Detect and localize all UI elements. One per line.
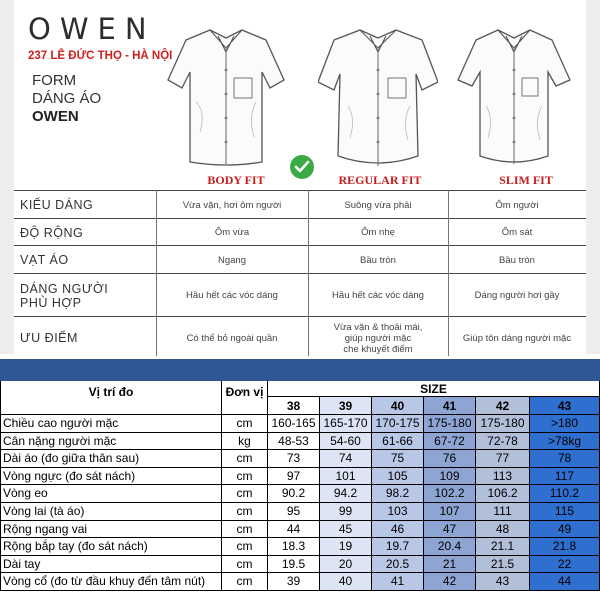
fit-table-cell-line: Hầu hết các vóc dáng (332, 290, 424, 301)
size-cell: 109 (424, 468, 476, 486)
size-cell: 103 (372, 503, 424, 521)
size-cell: 20.5 (372, 556, 424, 574)
fit-table-cell-line: Hầu hết các vóc dáng (186, 290, 278, 301)
size-row-unit: cm (222, 415, 268, 433)
fit-table-cell (448, 290, 586, 301)
size-column-header: 38 (268, 397, 320, 415)
fit-table-cell (156, 200, 308, 211)
size-cell: 54-60 (320, 433, 372, 451)
size-column-header: 41 (424, 397, 476, 415)
size-row-unit: cm (222, 503, 268, 521)
fit-table-row (14, 316, 586, 359)
fit-table-row (14, 273, 586, 317)
size-cell: 99 (320, 503, 372, 521)
size-cell: 76 (424, 450, 476, 468)
fit-table-cell (448, 255, 586, 266)
size-row-unit: cm (222, 485, 268, 503)
fit-table-cell-line: Ôm vừa (214, 227, 250, 238)
size-cell: 44 (268, 521, 320, 539)
size-row-name: Vòng eo (0, 485, 222, 503)
size-cell: 45 (320, 521, 372, 539)
fit-guide-card (14, 0, 586, 354)
size-cell: 97 (268, 468, 320, 486)
size-cell: 22 (530, 556, 600, 574)
fit-table-cell (308, 255, 448, 266)
size-cell: 47 (424, 521, 476, 539)
fit-table-label-line: PHÙ HỢP (20, 296, 82, 310)
size-column-header: 43 (530, 397, 600, 415)
size-row-name: Vòng ngực (đo sát nách) (0, 468, 222, 486)
fit-table-column-divider (308, 190, 309, 356)
fit-table-cell (156, 255, 308, 266)
fit-table-cell (156, 333, 308, 344)
fit-table-cell-line: Giúp tôn dáng người mặc (462, 333, 572, 344)
size-cell: 94.2 (320, 485, 372, 503)
fit-table-cell-line: Ôm người (495, 200, 539, 211)
size-row-name: Rộng bắp tay (đo sát nách) (0, 538, 222, 556)
fit-table-cell-line: Bầu tròn (499, 255, 535, 266)
size-row-unit: cm (222, 450, 268, 468)
size-cell: 102.2 (424, 485, 476, 503)
size-cell: 72-78 (476, 433, 530, 451)
fit-table-cell (448, 227, 586, 238)
fit-table-cell-line: Ôm sát (501, 227, 533, 238)
fit-table-cell (448, 333, 586, 344)
size-cell: 175-180 (476, 415, 530, 433)
fit-table-label-line: ƯU ĐIỂM (20, 331, 78, 345)
size-cell: 111 (476, 503, 530, 521)
size-cell: 20.4 (424, 538, 476, 556)
size-header-unit: Đơn vị (222, 381, 268, 415)
fit-label-slim: SLIM FIT (499, 173, 553, 187)
size-cell: 21.1 (476, 538, 530, 556)
size-cell: 41 (372, 573, 424, 591)
size-row-unit: cm (222, 521, 268, 539)
fit-table-cell-line: Có thể bỏ ngoài quần (186, 333, 278, 344)
slim-fit-shirt-illustration (454, 22, 574, 170)
size-row-name: Dài tay (0, 556, 222, 574)
size-cell: >78kg (530, 433, 600, 451)
size-cell: 75 (372, 450, 424, 468)
size-cell: 117 (530, 468, 600, 486)
fit-table-cell-line: Vừa vặn, hơi ôm người (182, 200, 282, 211)
fit-table-cell-line: Ngang (218, 255, 246, 266)
size-cell: 19.5 (268, 556, 320, 574)
size-cell: 170-175 (372, 415, 424, 433)
size-cell: 42 (424, 573, 476, 591)
size-row-name: Vòng cổ (đo từ đầu khuy đến tâm nút) (0, 573, 222, 591)
form-title-line-1: FORM (32, 72, 77, 89)
size-row-name: Dài áo (đo giữa thân sau) (0, 450, 222, 468)
size-column-header: 42 (476, 397, 530, 415)
form-title (32, 72, 101, 126)
size-row-name: Vòng lai (tà áo) (0, 503, 222, 521)
form-title-line-3: OWEN (32, 108, 79, 125)
store-address: 237 LÊ ĐỨC THỌ - HÀ NỘI (28, 50, 173, 62)
size-cell: 43 (476, 573, 530, 591)
size-cell: 110.2 (530, 485, 600, 503)
fit-table-cell (308, 290, 448, 301)
fit-table-cell-line: Vừa vặn & thoải mái, (333, 322, 423, 333)
fit-label-body: BODY FIT (207, 173, 265, 187)
fit-table-cell (308, 200, 448, 211)
fit-table-row-label (20, 198, 93, 212)
size-cell: 40 (320, 573, 372, 591)
size-cell: 20 (320, 556, 372, 574)
size-cell: 46 (372, 521, 424, 539)
size-row-unit: cm (222, 468, 268, 486)
size-header-size: SIZE (268, 381, 600, 397)
size-cell: 78 (530, 450, 600, 468)
size-cell: 21.5 (476, 556, 530, 574)
size-cell: 48-53 (268, 433, 320, 451)
size-cell: 67-72 (424, 433, 476, 451)
size-cell: 160-165 (268, 415, 320, 433)
size-cell: 18.3 (268, 538, 320, 556)
size-cell: 19.7 (372, 538, 424, 556)
fit-table-row (14, 245, 586, 274)
size-row-unit: cm (222, 573, 268, 591)
fit-table-cell-line: giúp người mặc (344, 333, 412, 344)
size-chart-banner (0, 359, 600, 381)
size-cell: 115 (530, 503, 600, 521)
fit-table-row (14, 218, 586, 246)
size-cell: 105 (372, 468, 424, 486)
fit-table-row-label (20, 253, 69, 267)
size-cell: 113 (476, 468, 530, 486)
size-cell: 98.2 (372, 485, 424, 503)
fit-table-cell (156, 290, 308, 301)
size-header-position: Vị trí đo (0, 381, 222, 415)
size-cell: 44 (530, 573, 600, 591)
size-cell: 106.2 (476, 485, 530, 503)
fit-table-column-divider (156, 190, 157, 356)
body-fit-shirt-illustration (166, 22, 286, 170)
size-row-name: Rộng ngang vai (0, 521, 222, 539)
size-cell: 175-180 (424, 415, 476, 433)
size-cell: >180 (530, 415, 600, 433)
fit-table-cell-line: Dáng người hơi gầy (474, 290, 560, 301)
fit-table-cell-line: Ôm nhẹ (361, 227, 395, 238)
size-column-header: 40 (372, 397, 424, 415)
size-cell: 39 (268, 573, 320, 591)
fit-table-cell-line: che khuyết điểm (343, 344, 413, 355)
fit-table-label-line: VẠT ÁO (20, 253, 69, 267)
size-cell: 77 (476, 450, 530, 468)
fit-table-label-line: KIỂU DÁNG (20, 198, 94, 212)
size-column-header: 39 (320, 397, 372, 415)
size-cell: 107 (424, 503, 476, 521)
fit-table-cell-line: Bầu tròn (360, 255, 396, 266)
size-row-unit: cm (222, 556, 268, 574)
size-row-unit: kg (222, 433, 268, 451)
fit-table-row-label (20, 331, 78, 345)
fit-table-cell (308, 227, 448, 238)
fit-table-cell (448, 200, 586, 211)
fit-table-cell (156, 227, 308, 238)
size-cell: 48 (476, 521, 530, 539)
size-cell: 74 (320, 450, 372, 468)
fit-table-cell-line: Suông vừa phải (344, 200, 412, 211)
size-row-unit: cm (222, 538, 268, 556)
size-cell: 165-170 (320, 415, 372, 433)
regular-fit-shirt-illustration (318, 22, 438, 170)
size-cell: 21.8 (530, 538, 600, 556)
fit-table-label-line: ĐỘ RỘNG (20, 226, 84, 240)
size-cell: 19 (320, 538, 372, 556)
size-cell: 101 (320, 468, 372, 486)
size-cell: 61-66 (372, 433, 424, 451)
size-cell: 95 (268, 503, 320, 521)
fit-table-column-divider (448, 190, 449, 356)
fit-table-row (14, 190, 586, 219)
fit-table-row-label (20, 226, 83, 240)
brand-logo: OWEN (28, 12, 156, 46)
fit-table-row-label (20, 282, 108, 310)
size-cell: 73 (268, 450, 320, 468)
fit-label-regular: REGULAR FIT (338, 173, 422, 187)
size-row-name: Cân nặng người mặc (0, 433, 222, 451)
size-cell: 90.2 (268, 485, 320, 503)
fit-table-cell (308, 322, 448, 355)
size-cell: 49 (530, 521, 600, 539)
form-title-line-2: DÁNG ÁO (32, 90, 102, 107)
fit-table-label-line: DÁNG NGƯỜI (20, 282, 109, 296)
size-cell: 21 (424, 556, 476, 574)
size-row-name: Chiều cao người mặc (0, 415, 222, 433)
